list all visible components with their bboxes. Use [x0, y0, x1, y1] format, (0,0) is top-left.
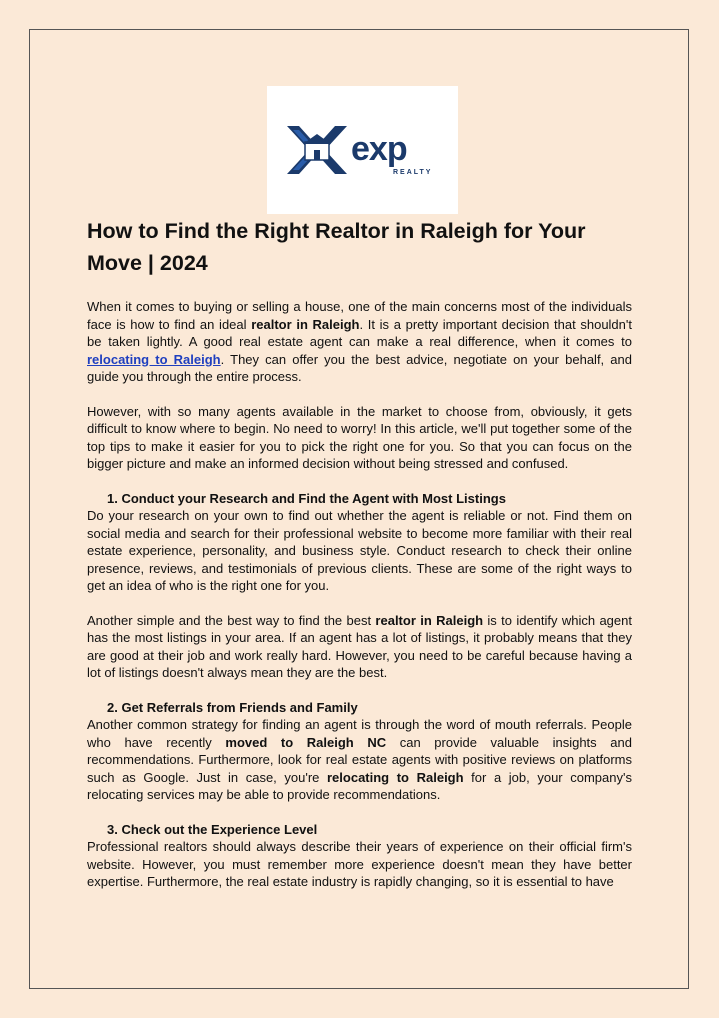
relocating-to-raleigh-link[interactable]: relocating to Raleigh	[87, 351, 221, 367]
section-3-paragraph: Professional realtors should always describe their years of experience on their official firm's website. However, you must remember more experience doesn't mean they have better expertise. Furthermore, the real estate industry is rapidly changing, so it is essential to have	[87, 839, 632, 889]
keyword-realtor-raleigh: realtor in Raleigh	[251, 316, 360, 332]
s1p2-text-a: Another simple and the best way to find the best	[87, 612, 376, 628]
s2-text-c: can provide valuable insights and recommendations. Furthermore, look for real estate agents with positive reviews on platforms such as Google. Just in case, you're	[87, 734, 632, 785]
section-1-heading: 1. Conduct your Research and Find the Agent with Most Listings	[107, 490, 506, 506]
s1p2-text-c: is to identify which agent has the most listings in your area. If an agent has a lot of listings, it probably means that they are good at their job and work really hard. However, you need to be careful because having a lot of listings doesn't always mean they are the best.	[87, 612, 632, 680]
keyword-moved-to-raleigh: moved to Raleigh NC	[225, 734, 387, 750]
intro-text-a: When it comes to buying or selling a house, one of the main concerns most of the individuals face is how to find an ideal	[87, 299, 632, 332]
section-1-paragraph-1: Do your research on your own to find out whether the agent is reliable or not. Find them on social media and search for their professional website to become more familiar with their real estate experience, personality, and business style. Conduct research to check their online presence, reviews, and testimonials of previous clients. These are some of the right ways to get an idea of who is the right one for you.	[87, 508, 632, 593]
exp-wordmark	[351, 130, 432, 176]
section-3-heading: 3. Check out the Experience Level	[107, 821, 318, 837]
exp-realty-logo	[267, 86, 458, 214]
s2-text-a: Another common strategy for finding an agent is through the word of mouth referrals. People who have recently	[87, 717, 632, 750]
section-2-paragraph	[87, 716, 632, 804]
intro-paragraph-2: However, with so many agents available in the market to choose from, obviously, it gets difficult to know where to begin. No need to worry! In this article, we'll put together some of the top tips to make it easier for you to pick the right one for you. So that you can focus on the bigger picture and make an informed decision without being stressed and confused.	[87, 403, 632, 471]
intro-paragraph-1	[87, 298, 632, 386]
intro-text-c: . It is a pretty important decision that shouldn't be taken lightly. A good real estate agent can make a real difference, when it comes to	[87, 316, 632, 349]
article-title: How to Find the Right Realtor in Raleigh for Your Move | 2024	[87, 219, 586, 275]
keyword-realtor-raleigh-2: realtor in Raleigh	[375, 612, 484, 628]
section-2-heading: 2. Get Referrals from Friends and Family	[107, 699, 358, 715]
article-body	[87, 213, 632, 891]
svg-text:exp: exp	[351, 130, 407, 168]
logo-graphic	[285, 122, 445, 178]
intro-text-d: . They can offer you the best advice, negotiate on your behalf, and guide you through the entire process.	[87, 351, 632, 384]
svg-text:REALTY: REALTY	[393, 169, 433, 176]
keyword-relocating-raleigh: relocating to Raleigh	[327, 769, 464, 785]
x-emblem-icon	[287, 126, 347, 174]
s2-text-e: for a job, your company's relocating services may be able to provide recommendations.	[87, 769, 632, 802]
section-1-paragraph-2	[87, 612, 632, 682]
